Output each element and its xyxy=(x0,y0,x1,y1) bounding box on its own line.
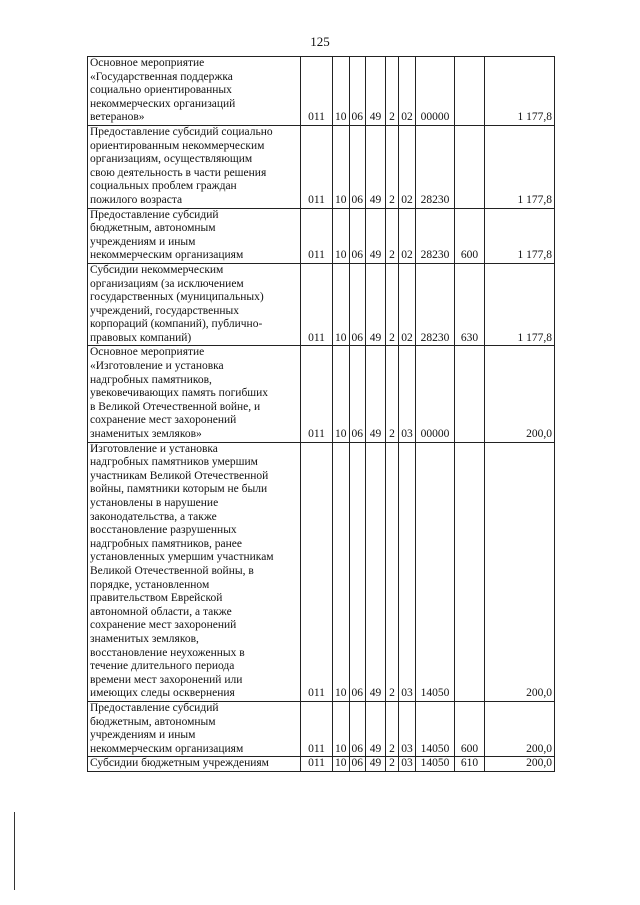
amount: 1 177,8 xyxy=(485,57,555,126)
activity-code: 02 xyxy=(399,263,416,346)
ministry-code: 011 xyxy=(301,757,333,772)
activity-code: 03 xyxy=(399,701,416,756)
section-code: 10 xyxy=(333,125,350,208)
row-name xyxy=(88,57,301,126)
subsection-code: 06 xyxy=(349,442,366,701)
row-name-line: «Государственная поддержка xyxy=(90,70,233,83)
table-row xyxy=(88,57,555,126)
row-name-line: некоммерческим организациям xyxy=(90,249,244,262)
table-row xyxy=(88,125,555,208)
row-name-line: надгробных памятников умершим xyxy=(90,456,258,469)
activity-code: 02 xyxy=(399,208,416,263)
activity-code: 03 xyxy=(399,346,416,442)
expense-type-code xyxy=(455,346,485,442)
program-code: 49 xyxy=(366,208,386,263)
direction-code: 28230 xyxy=(416,208,455,263)
row-name-line: Основное мероприятие xyxy=(90,57,205,69)
row-name-line: порядке, установленном xyxy=(90,578,210,591)
row-name-line: в Великой Отечественной войне, и xyxy=(90,400,261,413)
direction-code: 00000 xyxy=(416,57,455,126)
subprogram-code: 2 xyxy=(386,346,399,442)
amount: 1 177,8 xyxy=(485,125,555,208)
budget-table xyxy=(87,56,555,772)
row-name-line: Субсидии бюджетным учреждениям xyxy=(90,757,269,770)
subsection-code: 06 xyxy=(349,757,366,772)
subsection-code: 06 xyxy=(349,701,366,756)
row-name-line: бюджетным, автономным xyxy=(90,222,216,235)
program-code: 49 xyxy=(366,442,386,701)
row-name xyxy=(88,208,301,263)
row-name-line: знаменитых земляков» xyxy=(90,428,202,441)
row-name xyxy=(88,346,301,442)
activity-code: 03 xyxy=(399,442,416,701)
row-name-line: организациям, осуществляющим xyxy=(90,153,253,166)
program-code: 49 xyxy=(366,125,386,208)
program-code: 49 xyxy=(366,757,386,772)
page-number: 125 xyxy=(310,34,330,49)
row-name-line: корпораций (компаний), публично- xyxy=(90,318,263,331)
activity-code: 02 xyxy=(399,57,416,126)
row-name-line: свою деятельность в части решения xyxy=(90,166,267,179)
row-name-line: организациям (за исключением xyxy=(90,277,244,290)
table-row xyxy=(88,346,555,442)
row-name-line: Великой Отечественной войны, в xyxy=(90,564,254,577)
row-name-line: учреждений, государственных xyxy=(90,304,240,317)
expense-type-code xyxy=(455,125,485,208)
section-code: 10 xyxy=(333,57,350,126)
row-name-line: учреждениям и иным xyxy=(90,729,196,742)
expense-type-code: 630 xyxy=(455,263,485,346)
ministry-code: 011 xyxy=(301,57,333,126)
amount: 200,0 xyxy=(485,757,555,772)
activity-code: 02 xyxy=(399,125,416,208)
direction-code: 28230 xyxy=(416,125,455,208)
section-code: 10 xyxy=(333,208,350,263)
direction-code: 14050 xyxy=(416,442,455,701)
subprogram-code: 2 xyxy=(386,701,399,756)
row-name-line: течение длительного периода xyxy=(90,660,235,673)
expense-type-code xyxy=(455,57,485,126)
expense-type-code: 610 xyxy=(455,757,485,772)
table-row xyxy=(88,208,555,263)
row-name xyxy=(88,125,301,208)
row-name-line: законодательства, а также xyxy=(90,510,217,523)
row-name-line: социальных проблем граждан xyxy=(90,180,237,193)
subprogram-code: 2 xyxy=(386,208,399,263)
ministry-code: 011 xyxy=(301,208,333,263)
ministry-code: 011 xyxy=(301,125,333,208)
subprogram-code: 2 xyxy=(386,125,399,208)
row-name-line: социально ориентированных xyxy=(90,84,232,97)
program-code: 49 xyxy=(366,346,386,442)
section-code: 10 xyxy=(333,701,350,756)
direction-code: 14050 xyxy=(416,701,455,756)
row-name-line: Основное мероприятие xyxy=(90,346,205,359)
amount: 200,0 xyxy=(485,346,555,442)
amount: 1 177,8 xyxy=(485,208,555,263)
row-name-line: некоммерческих организаций xyxy=(90,97,236,110)
row-name-line: Субсидии некоммерческим xyxy=(90,263,224,276)
row-name-line: Предоставление субсидий xyxy=(90,208,219,221)
row-name-line: войны, памятники которым не были xyxy=(90,483,268,496)
budget-table-body xyxy=(88,57,555,772)
table-row xyxy=(88,442,555,701)
subprogram-code: 2 xyxy=(386,442,399,701)
program-code: 49 xyxy=(366,57,386,126)
table-row xyxy=(88,701,555,756)
row-name-line: «Изготовление и установка xyxy=(90,360,224,373)
row-name-line: ветеранов» xyxy=(90,111,145,124)
ministry-code: 011 xyxy=(301,346,333,442)
ministry-code: 011 xyxy=(301,701,333,756)
row-name-line: восстановление неухоженных в xyxy=(90,646,245,659)
direction-code: 14050 xyxy=(416,757,455,772)
ministry-code: 011 xyxy=(301,442,333,701)
row-name xyxy=(88,263,301,346)
row-name-line: увековечивающих память погибших xyxy=(90,387,269,400)
table-row xyxy=(88,263,555,346)
row-name-line: участникам Великой Отечественной xyxy=(90,469,269,482)
row-name-line: надгробных памятников, xyxy=(90,373,212,386)
section-code: 10 xyxy=(333,263,350,346)
row-name-line: времени мест захоронений или xyxy=(90,673,243,686)
row-name-line: Предоставление субсидий социально xyxy=(90,125,273,138)
row-name-line: пожилого возраста xyxy=(90,193,183,206)
margin-line xyxy=(14,812,15,890)
row-name-line: сохранение мест захоронений xyxy=(90,414,237,427)
row-name-line: государственных (муниципальных) xyxy=(90,291,264,304)
subprogram-code: 2 xyxy=(386,57,399,126)
subsection-code: 06 xyxy=(349,346,366,442)
row-name-line: установленных умершим участникам xyxy=(90,551,274,564)
direction-code: 28230 xyxy=(416,263,455,346)
row-name-line: правовых компаний) xyxy=(90,331,192,344)
program-code: 49 xyxy=(366,263,386,346)
row-name-line: автономной области, а также xyxy=(90,605,232,618)
direction-code: 00000 xyxy=(416,346,455,442)
table-row xyxy=(88,757,555,772)
row-name-line: учреждениям и иным xyxy=(90,235,196,248)
section-code: 10 xyxy=(333,442,350,701)
activity-code: 03 xyxy=(399,757,416,772)
subprogram-code: 2 xyxy=(386,263,399,346)
subsection-code: 06 xyxy=(349,208,366,263)
expense-type-code xyxy=(455,442,485,701)
subsection-code: 06 xyxy=(349,263,366,346)
row-name-line: Изготовление и установка xyxy=(90,442,218,455)
row-name-line: знаменитых земляков, xyxy=(90,632,199,645)
expense-type-code: 600 xyxy=(455,208,485,263)
row-name-line: бюджетным, автономным xyxy=(90,715,216,728)
ministry-code: 011 xyxy=(301,263,333,346)
subsection-code: 06 xyxy=(349,125,366,208)
row-name-line: восстановление разрушенных xyxy=(90,524,237,537)
amount: 200,0 xyxy=(485,442,555,701)
row-name xyxy=(88,701,301,756)
program-code: 49 xyxy=(366,701,386,756)
subsection-code: 06 xyxy=(349,57,366,126)
row-name xyxy=(88,757,301,772)
row-name-line: правительством Еврейской xyxy=(90,592,223,605)
row-name xyxy=(88,442,301,701)
row-name-line: ориентированным некоммерческим xyxy=(90,139,265,152)
row-name-line: сохранение мест захоронений xyxy=(90,619,237,632)
amount: 1 177,8 xyxy=(485,263,555,346)
row-name-line: надгробных памятников, ранее xyxy=(90,537,242,550)
section-code: 10 xyxy=(333,757,350,772)
row-name-line: имеющих следы осквернения xyxy=(90,687,235,700)
section-code: 10 xyxy=(333,346,350,442)
amount: 200,0 xyxy=(485,701,555,756)
expense-type-code: 600 xyxy=(455,701,485,756)
row-name-line: некоммерческим организациям xyxy=(90,742,244,755)
row-name-line: установлены в нарушение xyxy=(90,497,219,509)
subprogram-code: 2 xyxy=(386,757,399,772)
row-name-line: Предоставление субсидий xyxy=(90,701,219,714)
